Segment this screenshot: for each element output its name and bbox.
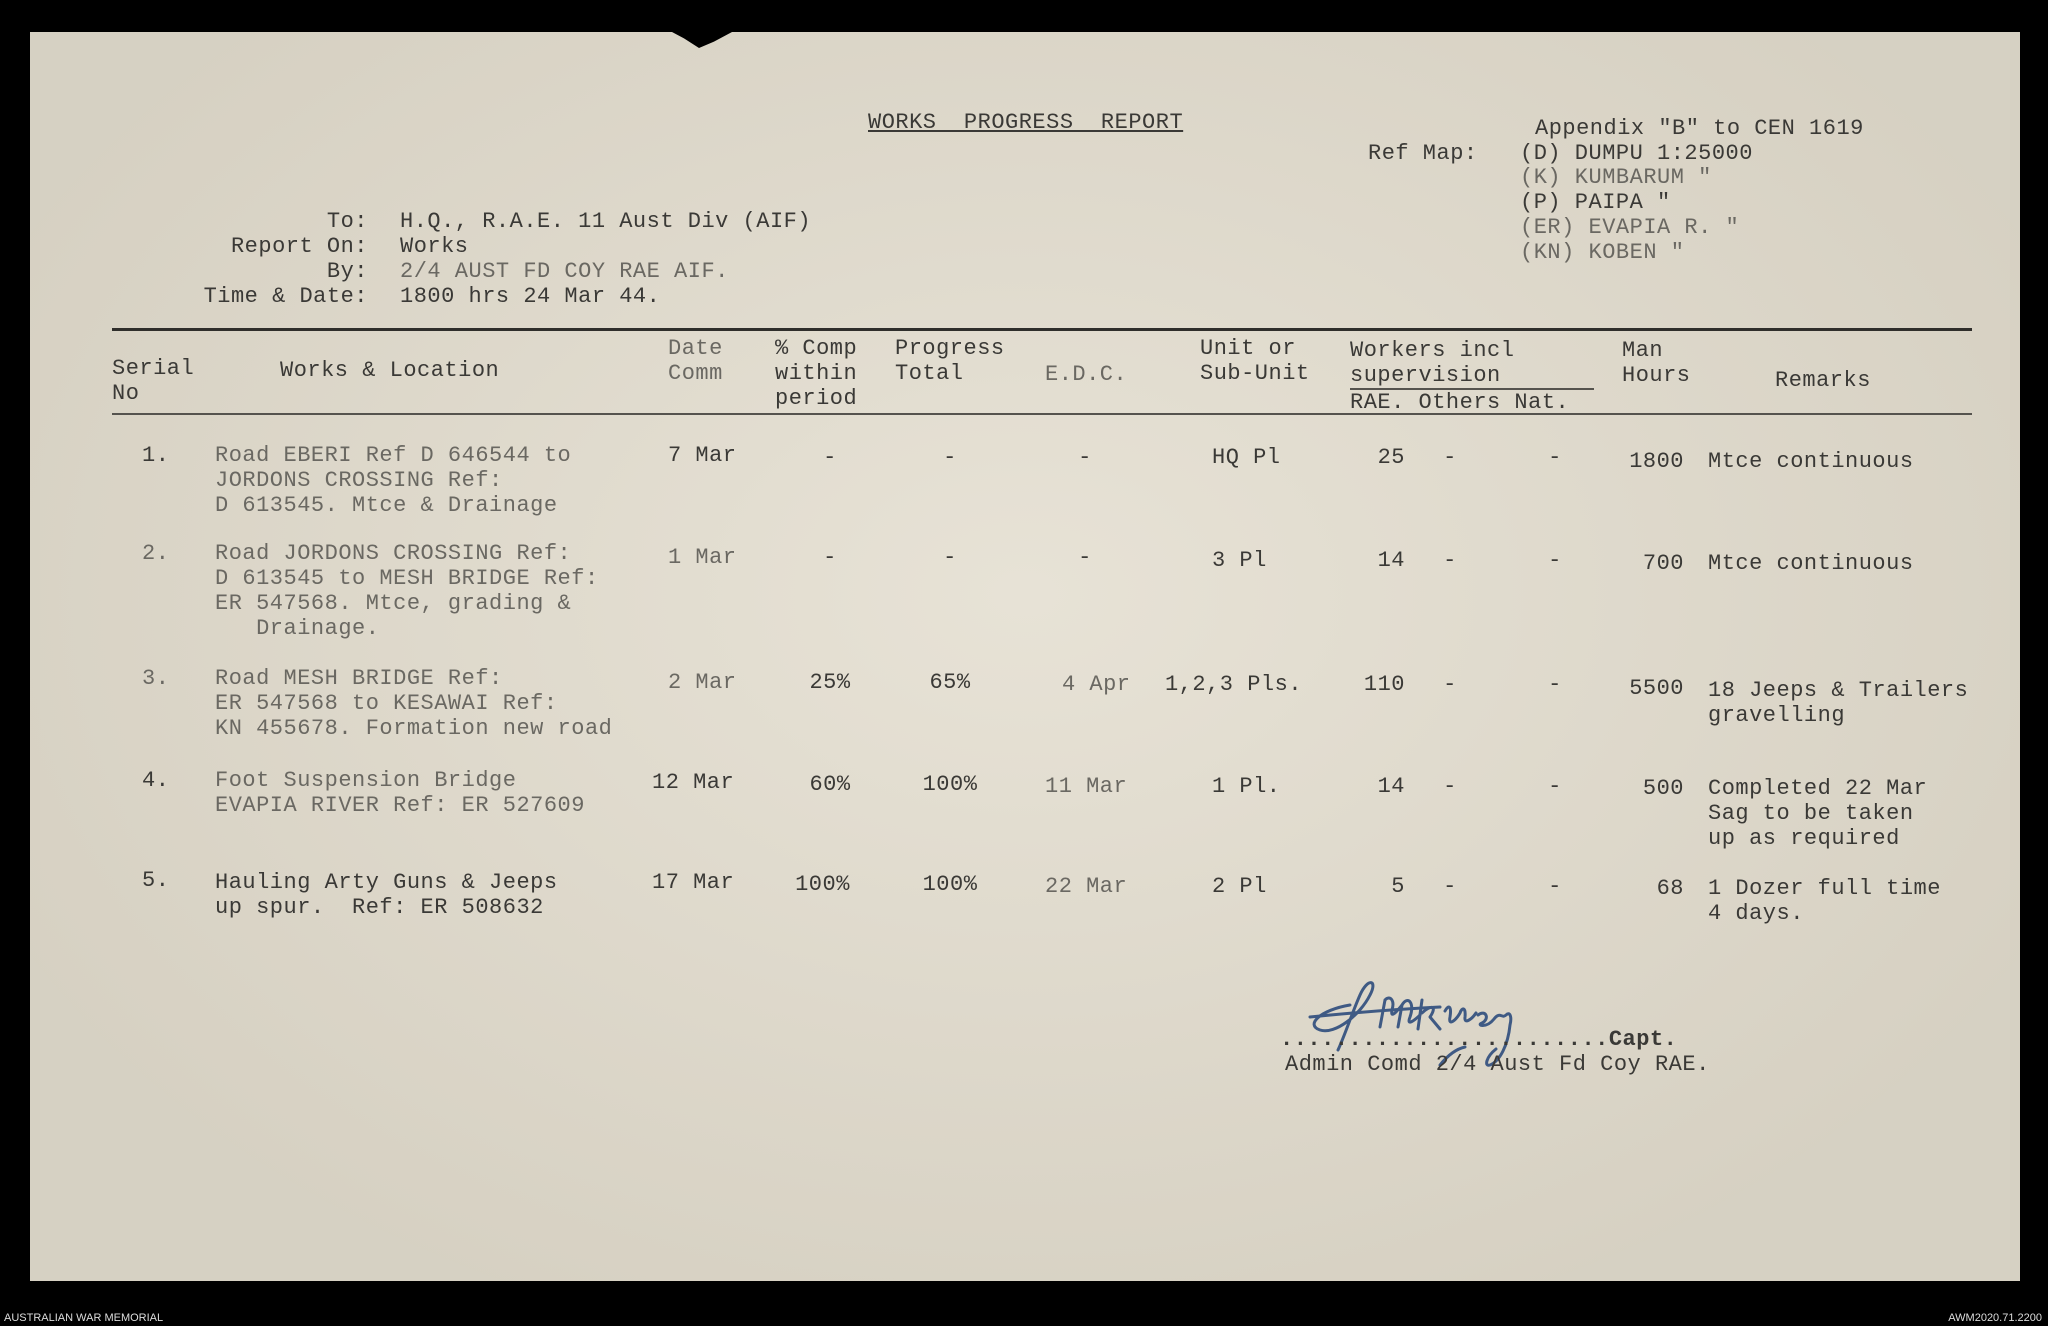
- signature-title-line: Admin Comd 2/4 Aust Fd Coy RAE.: [1285, 1052, 1710, 1077]
- col-date-comm-header: Date Comm: [668, 336, 723, 386]
- col-serial-header: Serial No: [112, 356, 195, 406]
- row4-remarks: Completed 22 Mar Sag to be taken up as required: [1708, 776, 1928, 851]
- row3-date-comm: 2 Mar: [668, 670, 737, 695]
- row3-edc: 4 Apr: [1062, 672, 1131, 697]
- row4-serial: 4.: [142, 768, 170, 793]
- row5-rae: 5: [1391, 874, 1405, 899]
- row3-serial: 3.: [142, 666, 170, 691]
- col-progress-header: Progress Total: [895, 336, 1005, 386]
- appendix-ref: Appendix "B" to CEN 1619: [1535, 116, 1864, 141]
- row2-rae: 14: [1377, 548, 1405, 573]
- row1-nat: -: [1548, 445, 1562, 470]
- report-title: WORKS PROGRESS REPORT: [868, 110, 1184, 135]
- ref-map-line-4: (ER) EVAPIA R. ": [1520, 215, 1740, 240]
- row4-date-comm: 12 Mar: [652, 770, 735, 795]
- row1-works: Road EBERI Ref D 646544 to JORDONS CROSSING Ref: D 613545. Mtce & Drainage: [215, 443, 572, 518]
- header-bottom-rule: [112, 413, 1972, 415]
- row5-date-comm: 17 Mar: [652, 870, 735, 895]
- to-label: To:: [326, 209, 368, 234]
- to-value: H.Q., R.A.E. 11 Aust Div (AIF): [400, 209, 812, 234]
- row2-date-comm: 1 Mar: [668, 545, 737, 570]
- row1-unit: HQ Pl: [1212, 445, 1281, 470]
- ref-map-line-5: (KN) KOBEN ": [1520, 240, 1685, 265]
- row2-unit: 3 Pl: [1212, 548, 1267, 573]
- row3-man-hours: 5500: [1629, 676, 1684, 701]
- col-works-header: Works & Location: [280, 358, 500, 383]
- row2-edc: -: [1078, 545, 1092, 570]
- row4-comp: 60%: [809, 772, 851, 797]
- row5-comp: 100%: [795, 872, 850, 897]
- row5-works: Hauling Arty Guns & Jeeps up spur. Ref: ER 508632: [215, 870, 558, 920]
- row4-edc: 11 Mar: [1045, 774, 1128, 799]
- row2-nat: -: [1548, 548, 1562, 573]
- row4-rae: 14: [1377, 774, 1405, 799]
- row4-nat: -: [1548, 774, 1562, 799]
- ref-map-line-2: (K) KUMBARUM ": [1520, 165, 1712, 190]
- row3-remarks: 18 Jeeps & Trailers gravelling: [1708, 678, 1969, 728]
- row1-date-comm: 7 Mar: [668, 443, 737, 468]
- time-date-value: 1800 hrs 24 Mar 44.: [400, 284, 661, 309]
- col-workers-header: Workers incl supervision: [1350, 338, 1515, 388]
- col-man-hours-header: Man Hours: [1622, 338, 1691, 388]
- time-date-label: Time & Date:: [203, 284, 368, 309]
- footer-credit: AUSTRALIAN WAR MEMORIAL: [4, 1312, 164, 1324]
- row2-remarks: Mtce continuous: [1708, 551, 1914, 576]
- row3-unit: 1,2,3 Pls.: [1165, 672, 1303, 697]
- row3-rae: 110: [1363, 672, 1405, 697]
- row5-remarks: 1 Dozer full time 4 days.: [1708, 876, 1941, 926]
- by-label: By:: [326, 259, 368, 284]
- row2-works: Road JORDONS CROSSING Ref: D 613545 to MESH BRIDGE Ref: ER 547568. Mtce, grading & Drainage.: [215, 541, 599, 641]
- header-top-rule: [112, 328, 1972, 331]
- row1-comp: -: [823, 445, 837, 470]
- row5-nat: -: [1548, 874, 1562, 899]
- row1-rae: 25: [1377, 445, 1405, 470]
- report-on-label: Report On:: [230, 234, 368, 259]
- ref-map-line-3: (P) PAIPA ": [1520, 190, 1671, 215]
- row4-works: Foot Suspension Bridge EVAPIA RIVER Ref: ER 527609: [215, 768, 585, 818]
- ref-map-line-1: (D) DUMPU 1:25000: [1520, 141, 1753, 166]
- col-comp-header: % Comp within period: [775, 336, 858, 411]
- row1-edc: -: [1078, 445, 1092, 470]
- signature-dots-line: ........................Capt.: [1280, 1027, 1678, 1052]
- row3-works: Road MESH BRIDGE Ref: ER 547568 to KESAWAI Ref: KN 455678. Formation new road: [215, 666, 613, 741]
- row1-serial: 1.: [142, 443, 170, 468]
- row1-progress: -: [943, 445, 957, 470]
- row5-unit: 2 Pl: [1212, 874, 1267, 899]
- row4-others: -: [1443, 774, 1457, 799]
- row1-remarks: Mtce continuous: [1708, 449, 1914, 474]
- ref-map-label: Ref Map:: [1368, 141, 1478, 166]
- row3-comp: 25%: [809, 670, 851, 695]
- row3-progress: 65%: [929, 670, 971, 695]
- row4-man-hours: 500: [1642, 776, 1684, 801]
- col-remarks-header: Remarks: [1775, 368, 1871, 393]
- row5-man-hours: 68: [1656, 876, 1684, 901]
- row2-others: -: [1443, 548, 1457, 573]
- row4-progress: 100%: [922, 772, 978, 797]
- col-edc-header: E.D.C.: [1045, 362, 1128, 387]
- row5-edc: 22 Mar: [1045, 874, 1128, 899]
- report-on-value: Works: [400, 234, 469, 259]
- row1-others: -: [1443, 445, 1457, 470]
- row1-man-hours: 1800: [1629, 449, 1684, 474]
- footer-accession-number: AWM2020.71.2200: [1948, 1312, 2042, 1324]
- row4-unit: 1 Pl.: [1212, 774, 1281, 799]
- row5-progress: 100%: [922, 872, 978, 897]
- row3-nat: -: [1548, 672, 1562, 697]
- col-unit-header: Unit or Sub-Unit: [1200, 336, 1310, 386]
- row5-others: -: [1443, 874, 1457, 899]
- row5-serial: 5.: [142, 868, 170, 893]
- row2-man-hours: 700: [1642, 551, 1684, 576]
- col-workers-subheader: RAE. Others Nat.: [1350, 390, 1570, 415]
- row3-others: -: [1443, 672, 1457, 697]
- row2-progress: -: [943, 545, 957, 570]
- row2-serial: 2.: [142, 541, 170, 566]
- row2-comp: -: [823, 545, 837, 570]
- by-value: 2/4 AUST FD COY RAE AIF.: [400, 259, 729, 284]
